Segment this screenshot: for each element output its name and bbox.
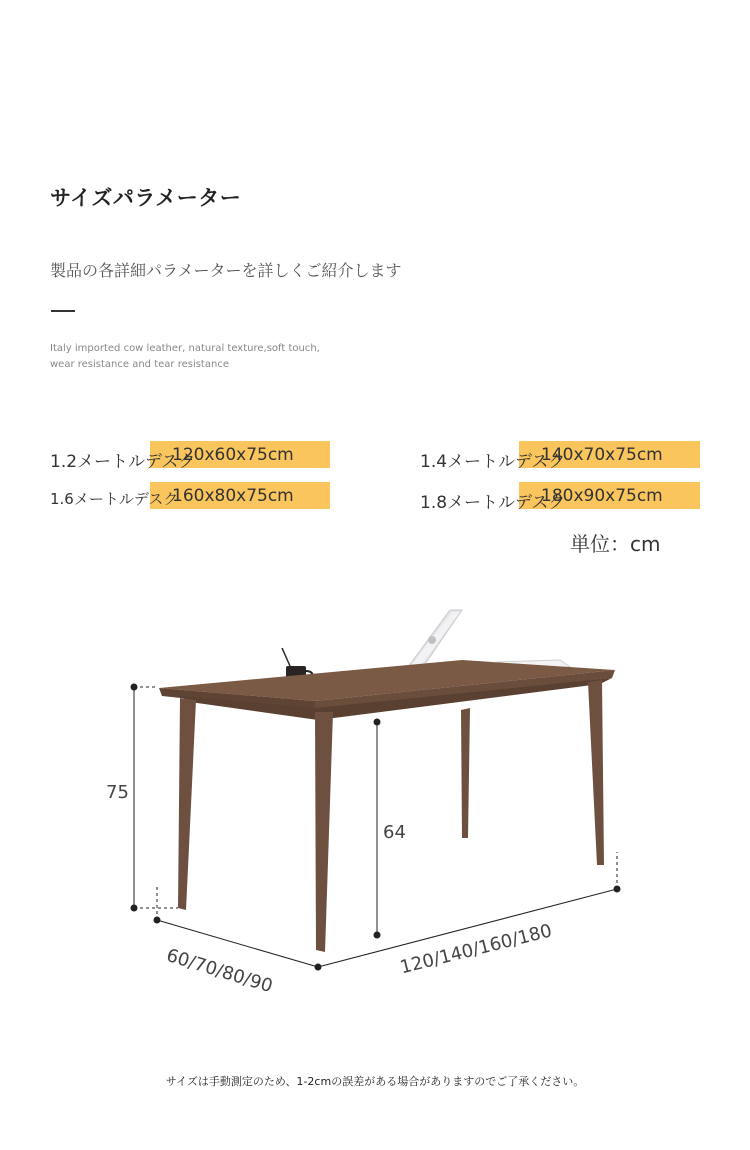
leg-height-dimension: 64 <box>383 822 406 843</box>
page-title: サイズパラメーター <box>50 186 242 210</box>
size-dims-highlight: 140x70x75cm <box>519 441 700 468</box>
footnote: サイズは手動測定のため、1-2cmの誤差がある場合がありますのでご了承ください。 <box>165 1075 585 1088</box>
size-dims-highlight: 160x80x75cm <box>150 482 330 509</box>
divider <box>51 310 75 312</box>
description-line-2: wear resistance and tear resistance <box>50 359 229 370</box>
size-label: 1.6メートルデスク <box>50 490 179 508</box>
height-dimension: 75 <box>106 782 129 803</box>
table-legs <box>178 680 604 952</box>
width-dimension: 120/140/160/180 <box>398 920 555 979</box>
unit-label: 単位：cm <box>570 532 661 556</box>
description-line-1: Italy imported cow leather, natural texture,soft touch, <box>50 343 320 354</box>
size-label: 1.8メートルデスク <box>420 493 566 513</box>
size-dims-highlight: 180x90x75cm <box>519 482 700 509</box>
page-subtitle: 製品の各詳細パラメーターを詳しくご紹介します <box>50 261 402 280</box>
tabletop <box>159 660 615 720</box>
size-label: 1.2メートルデスク <box>50 452 196 472</box>
size-label: 1.4メートルデスク <box>420 452 566 472</box>
description <box>50 341 350 373</box>
size-dims-highlight: 120x60x75cm <box>150 441 330 468</box>
depth-dimension: 60/70/80/90 <box>163 945 276 998</box>
